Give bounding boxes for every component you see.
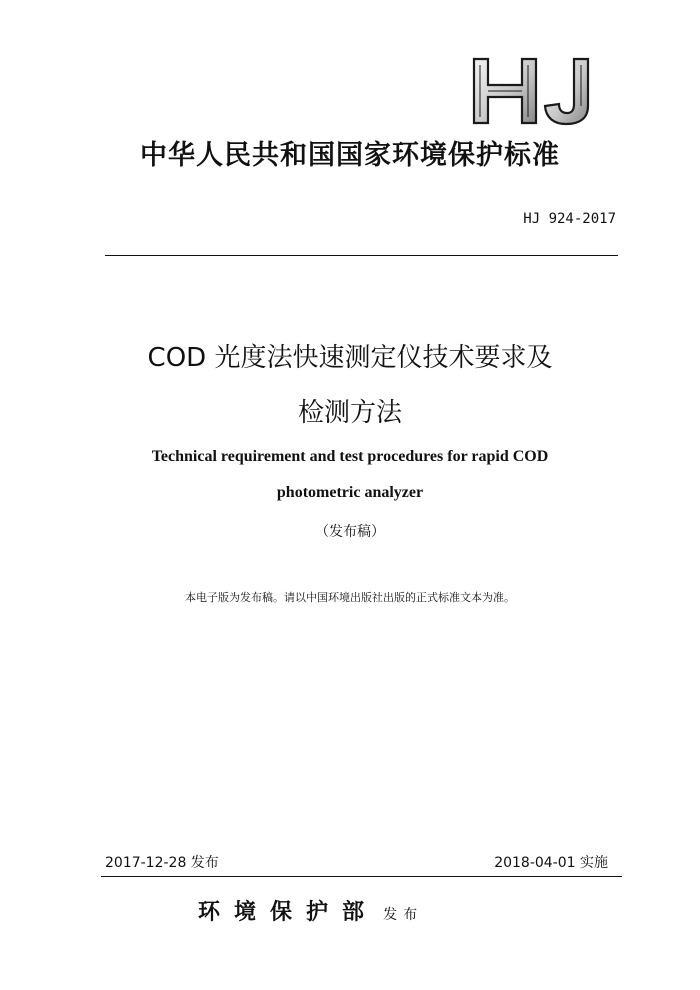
chinese-title-line-1: COD 光度法快速测定仪技术要求及 [147,343,553,373]
issuer-block [198,896,423,931]
edition-notice: 本电子版为发布稿。请以中国环境出版社出版的正式标准文本为准。 [185,591,515,604]
chinese-title-line-2: 检测方法 [297,398,402,428]
logo-letter-j [545,59,588,124]
organization-title: 中华人民共和国国家环境保护标准 [140,140,560,171]
issuer-suffix: 发布 [383,907,424,923]
effective-date: 2018-04-01 实施 [494,855,608,871]
bottom-divider [101,876,622,877]
top-divider [105,255,618,256]
english-title-line-2: photometric analyzer [276,484,424,501]
hj-logo [470,56,600,126]
standard-number: HJ 924-2017 [523,211,616,227]
english-title-line-1: Technical requirement and test procedures for rapid COD [151,448,549,465]
issue-date: 2017-12-28 发布 [105,855,219,871]
issuer-name: 环境保护部 [198,899,379,925]
draft-label: （发布稿） [315,524,385,540]
logo-letter-h [474,59,536,123]
